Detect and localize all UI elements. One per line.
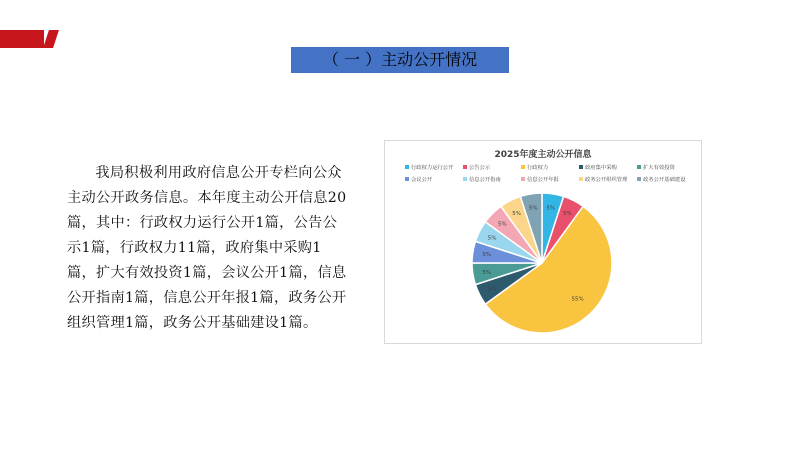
section-title: （ 一 ）主动公开情况 [291,47,509,73]
slice-data-label: 5% [482,269,492,276]
legend-label: 信息公开指南 [469,177,501,183]
legend-label: 政府集中采购 [585,165,617,171]
legend-label: 行政权力 [527,165,549,171]
pie-svg [385,141,701,343]
slice-data-label: 5% [528,205,538,212]
slice-data-label: 5% [546,205,556,212]
legend-label: 会议公开 [411,177,433,183]
legend-label: 扩大有效投资 [643,165,675,171]
legend-label: 行政权力运行公开 [411,165,454,171]
slice-data-label: 55% [571,296,584,303]
legend-label: 公告公示 [469,165,491,171]
legend-label: 政务公开组织管理 [585,177,628,183]
slice-data-label: 5% [487,286,497,293]
accent-bar [0,30,44,48]
accent-slash [43,30,59,48]
legend-label: 政务公开基础建设 [643,177,686,183]
slice-data-label: 5% [487,235,497,242]
slice-data-label: 5% [563,211,572,218]
slice-data-label: 5% [498,221,507,228]
body-paragraph: 我局积极利用政府信息公开专栏向公众主动公开政务信息。本年度主动公开信息20篇，其中：行政权力运行公开1篇，公告公示1篇，行政权力11篇，政府集中采购1篇，扩大有效投资1篇，会议公开1篇，信息公开指南1篇，信息公开年报1篇，政务公开组织管理1篇，政务公开基础建设1篇。 [67,165,347,331]
slice-data-label: 5% [482,252,492,259]
pie-chart [384,140,702,344]
slice-data-label: 5% [512,211,521,218]
legend-label: 信息公开年报 [527,177,559,183]
chart-title: 2025年度主动公开信息 [494,150,592,160]
